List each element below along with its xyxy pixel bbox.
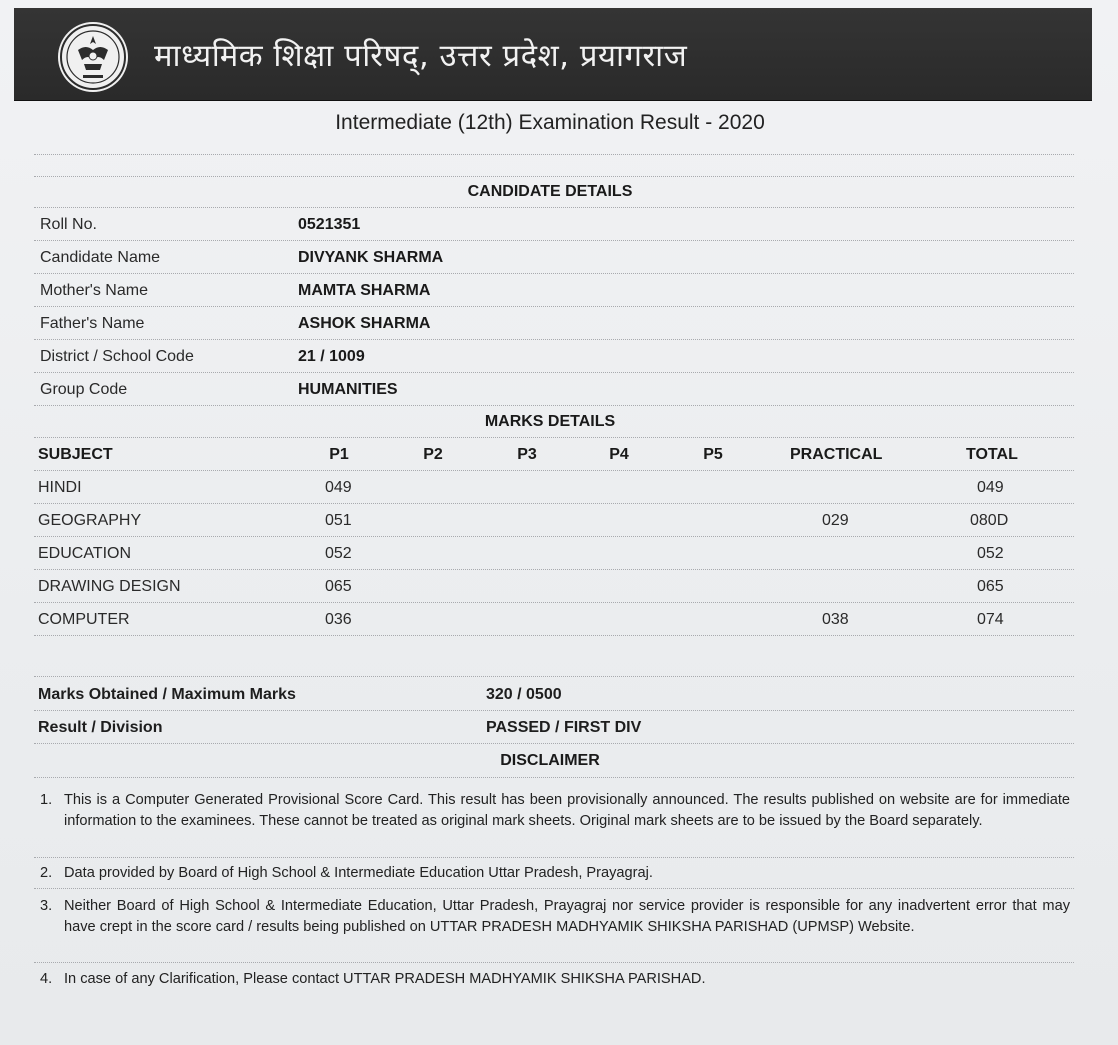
result-label: Result / Division xyxy=(38,719,163,736)
field-value: HUMANITIES xyxy=(298,381,398,398)
field-value: 0521351 xyxy=(298,216,361,233)
col-p1: P1 xyxy=(329,446,349,463)
disclaimer-item xyxy=(40,896,1070,960)
board-name-hindi: माध्यमिक शिक्षा परिषद्, उत्तर प्रदेश, प्रयागराज xyxy=(154,38,688,74)
field-label: Mother's Name xyxy=(40,282,148,299)
candidate-row-father xyxy=(0,307,1100,340)
p1-mark: 049 xyxy=(325,479,352,496)
marks-obtained-label: Marks Obtained / Maximum Marks xyxy=(38,686,296,703)
marks-header-row xyxy=(0,438,1100,471)
disclaimer-heading: DISCLAIMER xyxy=(500,752,600,769)
subject-name: EDUCATION xyxy=(38,545,132,562)
candidate-details-heading: CANDIDATE DETAILS xyxy=(467,183,633,200)
disclaimer-item xyxy=(40,863,1070,885)
subject-name: DRAWING DESIGN xyxy=(38,578,181,595)
marks-row xyxy=(0,570,1100,603)
field-value: 21 / 1009 xyxy=(298,348,365,365)
subject-name: HINDI xyxy=(38,479,82,496)
divider xyxy=(34,635,1074,636)
marks-details-heading: MARKS DETAILS xyxy=(484,413,616,430)
candidate-row-district xyxy=(0,340,1100,373)
p1-mark: 051 xyxy=(325,512,352,529)
divider xyxy=(34,777,1074,778)
field-label: District / School Code xyxy=(40,348,194,365)
col-p3: P3 xyxy=(517,446,537,463)
item-number: 4. xyxy=(40,971,53,987)
field-label: Candidate Name xyxy=(40,249,161,266)
field-label: Father's Name xyxy=(40,315,145,332)
item-number: 1. xyxy=(40,792,53,808)
divider xyxy=(34,857,1074,858)
p1-mark: 065 xyxy=(325,578,352,595)
subject-name: GEOGRAPHY xyxy=(38,512,142,529)
item-text: Neither Board of High School & Intermediate Education, Uttar Pradesh, Prayagraj nor service provider is responsible for any inadvertent error that may have crept in the score card / results being published on UTTAR PRADESH MADHYAMIK SHIKSHA PARISHAD (UPMSP) Website. xyxy=(64,898,1070,935)
subject-name: COMPUTER xyxy=(38,611,130,628)
header-band xyxy=(14,8,1092,100)
candidate-row-roll xyxy=(0,208,1100,241)
item-text: Data provided by Board of High School & Intermediate Education Uttar Pradesh, Prayagraj. xyxy=(64,865,653,881)
up-emblem-icon xyxy=(56,20,130,94)
disclaimer-item xyxy=(40,969,1070,991)
divider xyxy=(34,676,1074,677)
col-practical: PRACTICAL xyxy=(790,446,883,463)
field-value: MAMTA SHARMA xyxy=(298,282,431,299)
item-number: 2. xyxy=(40,865,53,881)
p1-mark: 036 xyxy=(325,611,352,628)
divider xyxy=(34,154,1074,155)
divider xyxy=(34,888,1074,889)
item-number: 3. xyxy=(40,898,53,914)
total-mark: 074 xyxy=(977,611,1004,628)
practical-mark: 029 xyxy=(822,512,849,529)
field-label: Roll No. xyxy=(40,216,97,233)
col-total: TOTAL xyxy=(966,446,1018,463)
col-p2: P2 xyxy=(423,446,443,463)
field-label: Group Code xyxy=(40,381,128,398)
field-value: DIVYANK SHARMA xyxy=(298,249,444,266)
col-p5: P5 xyxy=(703,446,723,463)
candidate-row-group xyxy=(0,373,1100,406)
divider xyxy=(34,405,1074,406)
col-subject: SUBJECT xyxy=(38,446,113,463)
disclaimer-item xyxy=(40,790,1070,854)
exam-title: Intermediate (12th) Examination Result - 2020 xyxy=(335,111,765,134)
practical-mark: 038 xyxy=(822,611,849,628)
item-text: This is a Computer Generated Provisional Score Card. This result has been provisionally announced. The results published on website are for immediate information to the examinees. These cannot be treated as original mark sheets. Original mark sheets are to be issued by the Board separately. xyxy=(64,792,1070,829)
candidate-row-mother xyxy=(0,274,1100,307)
marks-obtained-value: 320 / 0500 xyxy=(486,686,562,703)
divider xyxy=(34,743,1074,744)
total-mark: 052 xyxy=(977,545,1004,562)
col-p4: P4 xyxy=(609,446,629,463)
candidate-row-name xyxy=(0,241,1100,274)
result-value: PASSED / FIRST DIV xyxy=(486,719,642,736)
divider xyxy=(34,962,1074,963)
p1-mark: 052 xyxy=(325,545,352,562)
field-value: ASHOK SHARMA xyxy=(298,315,431,332)
total-mark: 080D xyxy=(970,512,1009,529)
item-text: In case of any Clarification, Please contact UTTAR PRADESH MADHYAMIK SHIKSHA PARISHAD. xyxy=(64,971,706,987)
marks-obtained-row xyxy=(0,678,1100,711)
marks-row xyxy=(0,504,1100,537)
marks-row xyxy=(0,537,1100,570)
divider xyxy=(34,176,1074,177)
total-mark: 049 xyxy=(977,479,1004,496)
total-mark: 065 xyxy=(977,578,1004,595)
marks-row xyxy=(0,603,1100,636)
marks-row xyxy=(0,471,1100,504)
result-row xyxy=(0,711,1100,744)
